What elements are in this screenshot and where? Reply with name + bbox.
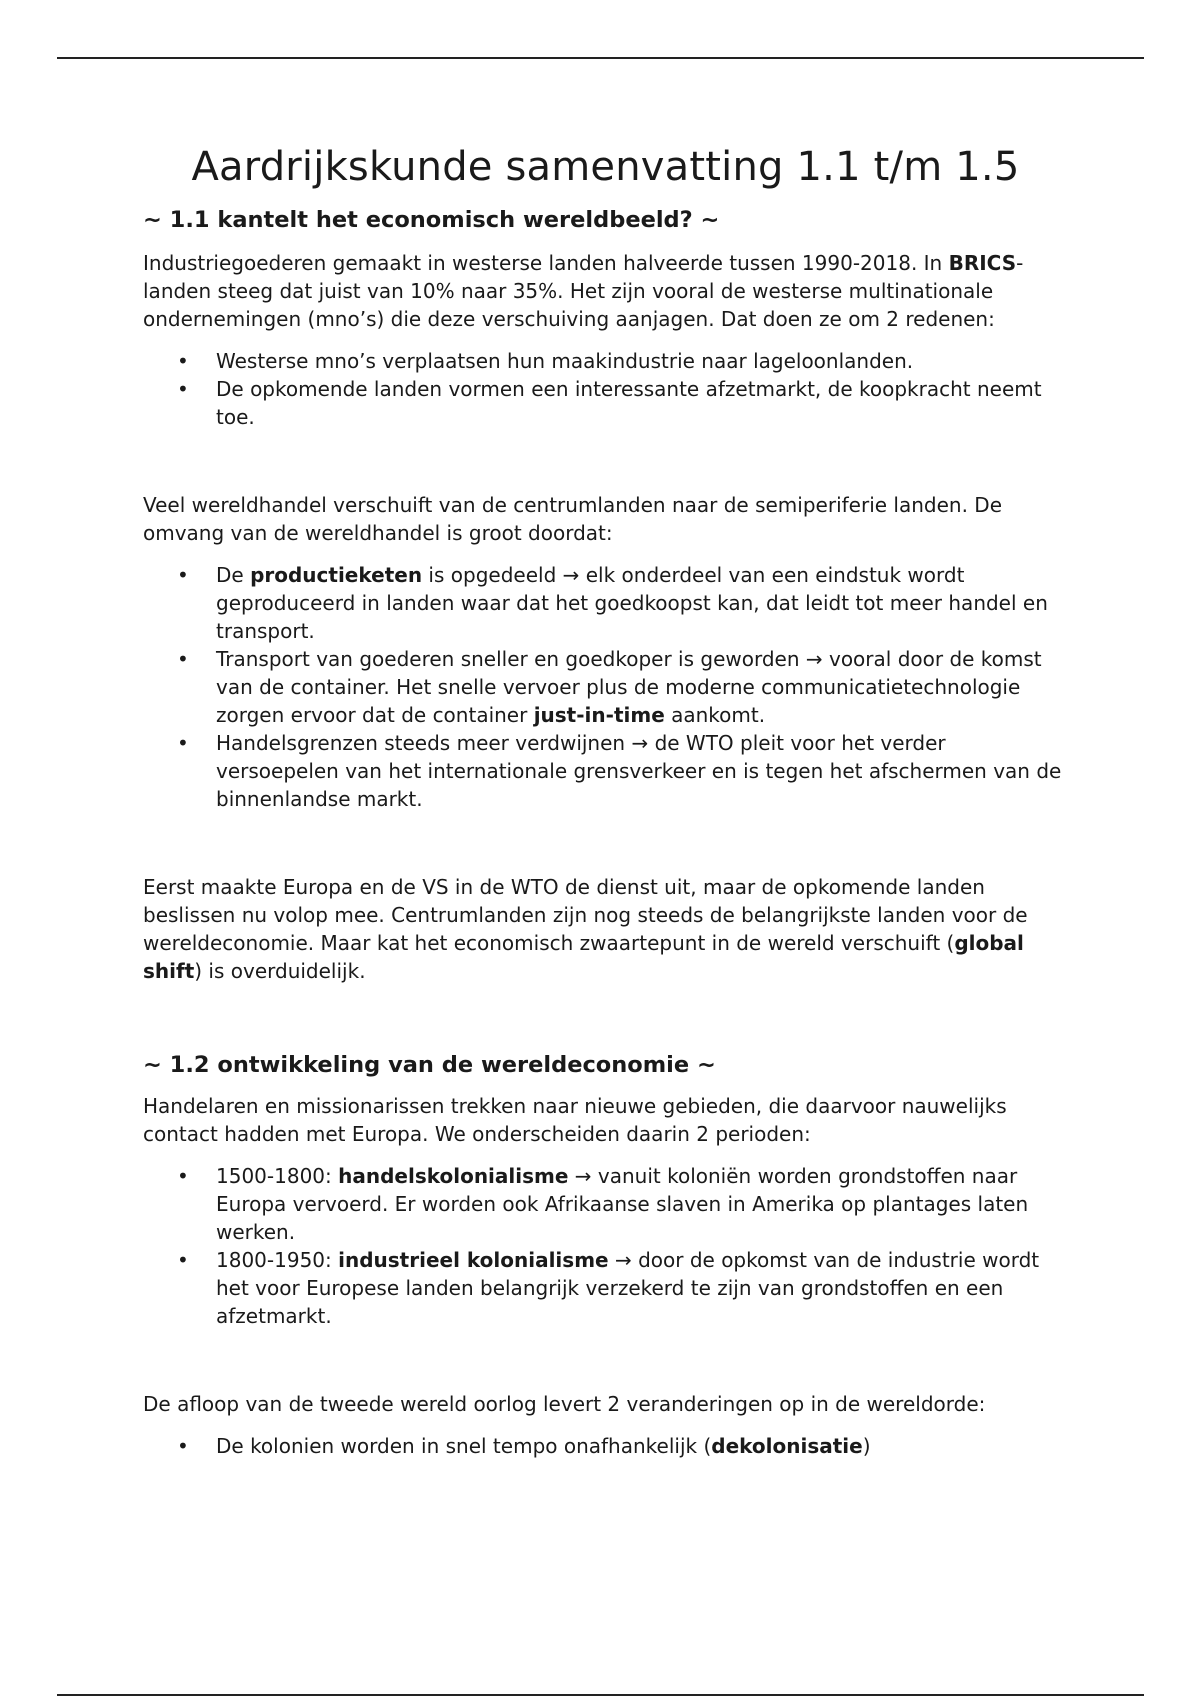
document-title: Aardrijkskunde samenvatting 1.1 t/m 1.5 (191, 144, 1020, 190)
list-item: • De opkomende landen vormen een interessante afzetmarkt, de koopkracht neemt toe. (143, 375, 1068, 431)
document-body (143, 138, 1068, 1460)
bullet-list (143, 561, 1068, 813)
bullet-list (143, 1432, 1068, 1460)
bullet-list (143, 1162, 1068, 1330)
paragraph: Veel wereldhandel verschuift van de centrumlanden naar de semiperiferie landen. De omvang van de wereldhandel is groot doordat: (143, 493, 1002, 545)
footer-rule (57, 1694, 1144, 1696)
list-item: • 1500-1800: handelskolonialisme → vanuit koloniën worden grondstoffen naar Europa vervoerd. Er worden ook Afrikaanse slaven in Amerika op plantages laten werken. (143, 1162, 1068, 1246)
list-item: • Westerse mno’s verplaatsen hun maakindustrie naar lageloonlanden. (143, 347, 1068, 375)
paragraph: Eerst maakte Europa en de VS in de WTO de dienst uit, maar de opkomende landen beslissen nu volop mee. Centrumlanden zijn nog steeds de belangrijkste landen voor de wereldeconomie. Maar kat het economisch zwaartepunt in de wereld verschuift (global shift) is overduidelijk. (143, 875, 1028, 983)
section-heading-1-2: ~ 1.2 ontwikkeling van de wereldeconomie ~ (143, 1052, 716, 1078)
bullet-list (143, 347, 1068, 431)
section-heading-1-1: ~ 1.1 kantelt het economisch wereldbeeld? ~ (143, 207, 720, 233)
list-item: • De kolonien worden in snel tempo onafhankelijk (dekolonisatie) (143, 1432, 1068, 1460)
list-item: • De productieketen is opgedeeld → elk onderdeel van een eindstuk wordt geproduceerd in landen waar dat het goedkoopst kan, dat leidt tot meer handel en transport. (143, 561, 1068, 645)
header-rule (57, 57, 1144, 59)
paragraph: De afloop van de tweede wereld oorlog levert 2 veranderingen op in de wereldorde: (143, 1392, 986, 1416)
paragraph: Handelaren en missionarissen trekken naar nieuwe gebieden, die daarvoor nauwelijks contact hadden met Europa. We onderscheiden daarin 2 perioden: (143, 1094, 1007, 1146)
list-item: • 1800-1950: industrieel kolonialisme → door de opkomst van de industrie wordt het voor Europese landen belangrijk verzekerd te zijn van grondstoffen en een afzetmarkt. (143, 1246, 1068, 1330)
list-item: • Transport van goederen sneller en goedkoper is geworden → vooral door de komst van de container. Het snelle vervoer plus de moderne communicatietechnologie zorgen ervoor dat de container just-in-time aankomt. (143, 645, 1068, 729)
list-item: • Handelsgrenzen steeds meer verdwijnen → de WTO pleit voor het verder versoepelen van het internationale grensverkeer en is tegen het afschermen van de binnenlandse markt. (143, 729, 1068, 813)
paragraph: Industriegoederen gemaakt in westerse landen halveerde tussen 1990-2018. In BRICS-landen steeg dat juist van 10% naar 35%. Het zijn vooral de westerse multinationale ondernemingen (mno’s) die deze verschuiving aanjagen. Dat doen ze om 2 redenen: (143, 251, 1024, 331)
